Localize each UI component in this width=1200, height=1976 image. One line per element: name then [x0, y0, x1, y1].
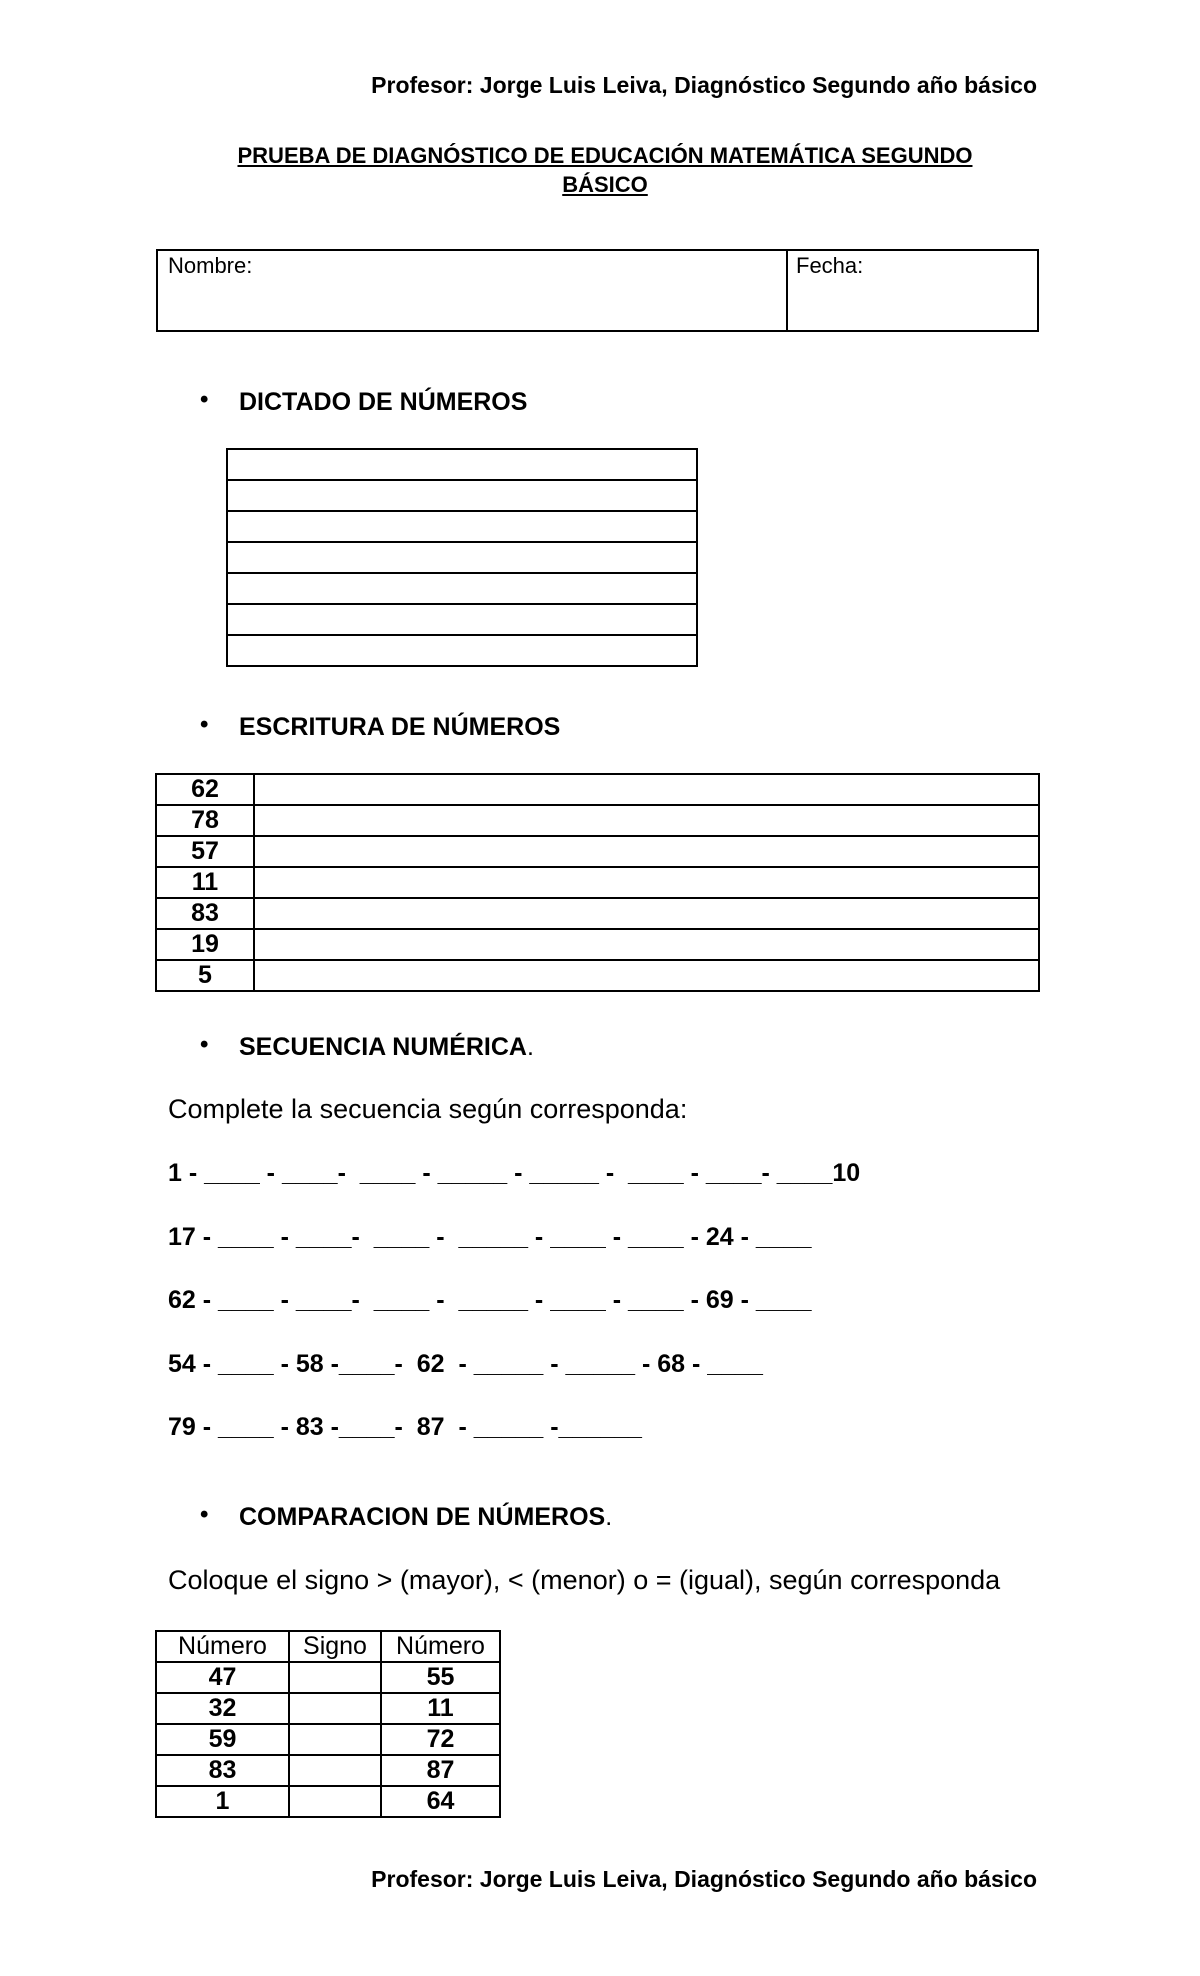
section-title: COMPARACION DE NÚMEROS: [239, 1503, 606, 1531]
table-row: [156, 836, 1039, 867]
table-row: [156, 867, 1039, 898]
bullet-icon: •: [200, 711, 209, 738]
sequence-line[interactable]: 17 - ____ - ____- ____ - _____ - ____ - ____ - 24 - ____: [168, 1223, 812, 1251]
answer-cell[interactable]: [254, 867, 1039, 898]
sequence-line[interactable]: 1 - ____ - ____- ____ - _____ - _____ - ____ - ____- ____10: [168, 1159, 861, 1187]
sign-cell[interactable]: [289, 1724, 381, 1755]
bullet-icon: •: [200, 1031, 209, 1058]
comparison-table: [155, 1630, 501, 1818]
number-cell: 19: [156, 929, 254, 960]
answer-cell[interactable]: [254, 960, 1039, 991]
date-label: Fecha:: [796, 253, 864, 278]
table-row: [156, 1662, 500, 1693]
table-row: [227, 604, 697, 635]
answer-cell[interactable]: [254, 774, 1039, 805]
name-date-divider: [786, 251, 788, 330]
table-row: [227, 480, 697, 511]
writing-table: [155, 773, 1040, 992]
table-row: [227, 511, 697, 542]
sequence-line[interactable]: 62 - ____ - ____- ____ - _____ - ____ - ____ - 69 - ____: [168, 1286, 812, 1314]
page-header: Profesor: Jorge Luis Leiva, Diagnóstico Segundo año básico: [371, 72, 1037, 98]
sequence-line[interactable]: 54 - ____ - 58 -____- 62 - _____ - _____ - 68 - ____: [168, 1350, 763, 1378]
section-title-suffix: .: [605, 1503, 613, 1531]
answer-cell[interactable]: [254, 929, 1039, 960]
left-number: 83: [156, 1755, 289, 1786]
right-number: 64: [381, 1786, 500, 1817]
left-number: 32: [156, 1693, 289, 1724]
table-row: [227, 449, 697, 480]
sign-cell[interactable]: [289, 1693, 381, 1724]
number-cell: 62: [156, 774, 254, 805]
section-title-wrap: [239, 1033, 534, 1062]
dictation-cell[interactable]: [227, 480, 697, 511]
comparison-instruction: Coloque el signo > (mayor), < (menor) o = (igual), según corresponda: [168, 1565, 1001, 1595]
student-info-box: [156, 249, 1039, 332]
answer-cell[interactable]: [254, 898, 1039, 929]
dictation-cell[interactable]: [227, 604, 697, 635]
table-row: [156, 1786, 500, 1817]
sequence-instruction: Complete la secuencia según corresponda:: [168, 1094, 688, 1124]
answer-cell[interactable]: [254, 836, 1039, 867]
page-footer: Profesor: Jorge Luis Leiva, Diagnóstico Segundo año básico: [371, 1866, 1037, 1892]
section-title: ESCRITURA DE NÚMEROS: [239, 713, 561, 741]
sign-cell[interactable]: [289, 1662, 381, 1693]
left-number: 47: [156, 1662, 289, 1693]
left-number: 59: [156, 1724, 289, 1755]
column-header: Signo: [289, 1631, 381, 1662]
right-number: 72: [381, 1724, 500, 1755]
title-line-2: BÁSICO: [562, 172, 648, 197]
dictation-cell[interactable]: [227, 573, 697, 604]
table-row: [156, 1724, 500, 1755]
answer-cell[interactable]: [254, 805, 1039, 836]
column-header: Número: [381, 1631, 500, 1662]
table-row: [156, 929, 1039, 960]
name-label: Nombre:: [168, 253, 253, 278]
number-cell: 57: [156, 836, 254, 867]
table-row: [156, 898, 1039, 929]
right-number: 55: [381, 1662, 500, 1693]
number-cell: 5: [156, 960, 254, 991]
section-title-wrap: [239, 1503, 612, 1532]
dictation-cell[interactable]: [227, 449, 697, 480]
table-row: [227, 635, 697, 666]
bullet-icon: •: [200, 1501, 209, 1528]
right-number: 11: [381, 1693, 500, 1724]
sign-cell[interactable]: [289, 1755, 381, 1786]
right-number: 87: [381, 1755, 500, 1786]
dictation-cell[interactable]: [227, 635, 697, 666]
table-row: [156, 1693, 500, 1724]
section-title: DICTADO DE NÚMEROS: [239, 388, 528, 416]
table-row: [156, 1755, 500, 1786]
table-row: [227, 542, 697, 573]
number-cell: 78: [156, 805, 254, 836]
section-title: SECUENCIA NUMÉRICA: [239, 1033, 527, 1061]
dictation-cell[interactable]: [227, 542, 697, 573]
document-title: [160, 141, 1050, 199]
sign-cell[interactable]: [289, 1786, 381, 1817]
table-row: [156, 805, 1039, 836]
title-line-1: PRUEBA DE DIAGNÓSTICO DE EDUCACIÓN MATEMÁTICA SEGUNDO: [237, 143, 973, 168]
table-row: [156, 774, 1039, 805]
dictation-cell[interactable]: [227, 511, 697, 542]
sequence-line[interactable]: 79 - ____ - 83 -____- 87 - _____ -______: [168, 1413, 642, 1441]
column-header: Número: [156, 1631, 289, 1662]
bullet-icon: •: [200, 386, 209, 413]
table-row: [156, 960, 1039, 991]
dictation-table: [226, 448, 698, 667]
number-cell: 11: [156, 867, 254, 898]
table-row: [227, 573, 697, 604]
number-cell: 83: [156, 898, 254, 929]
left-number: 1: [156, 1786, 289, 1817]
table-header-row: [156, 1631, 500, 1662]
section-title-suffix: .: [526, 1033, 534, 1061]
